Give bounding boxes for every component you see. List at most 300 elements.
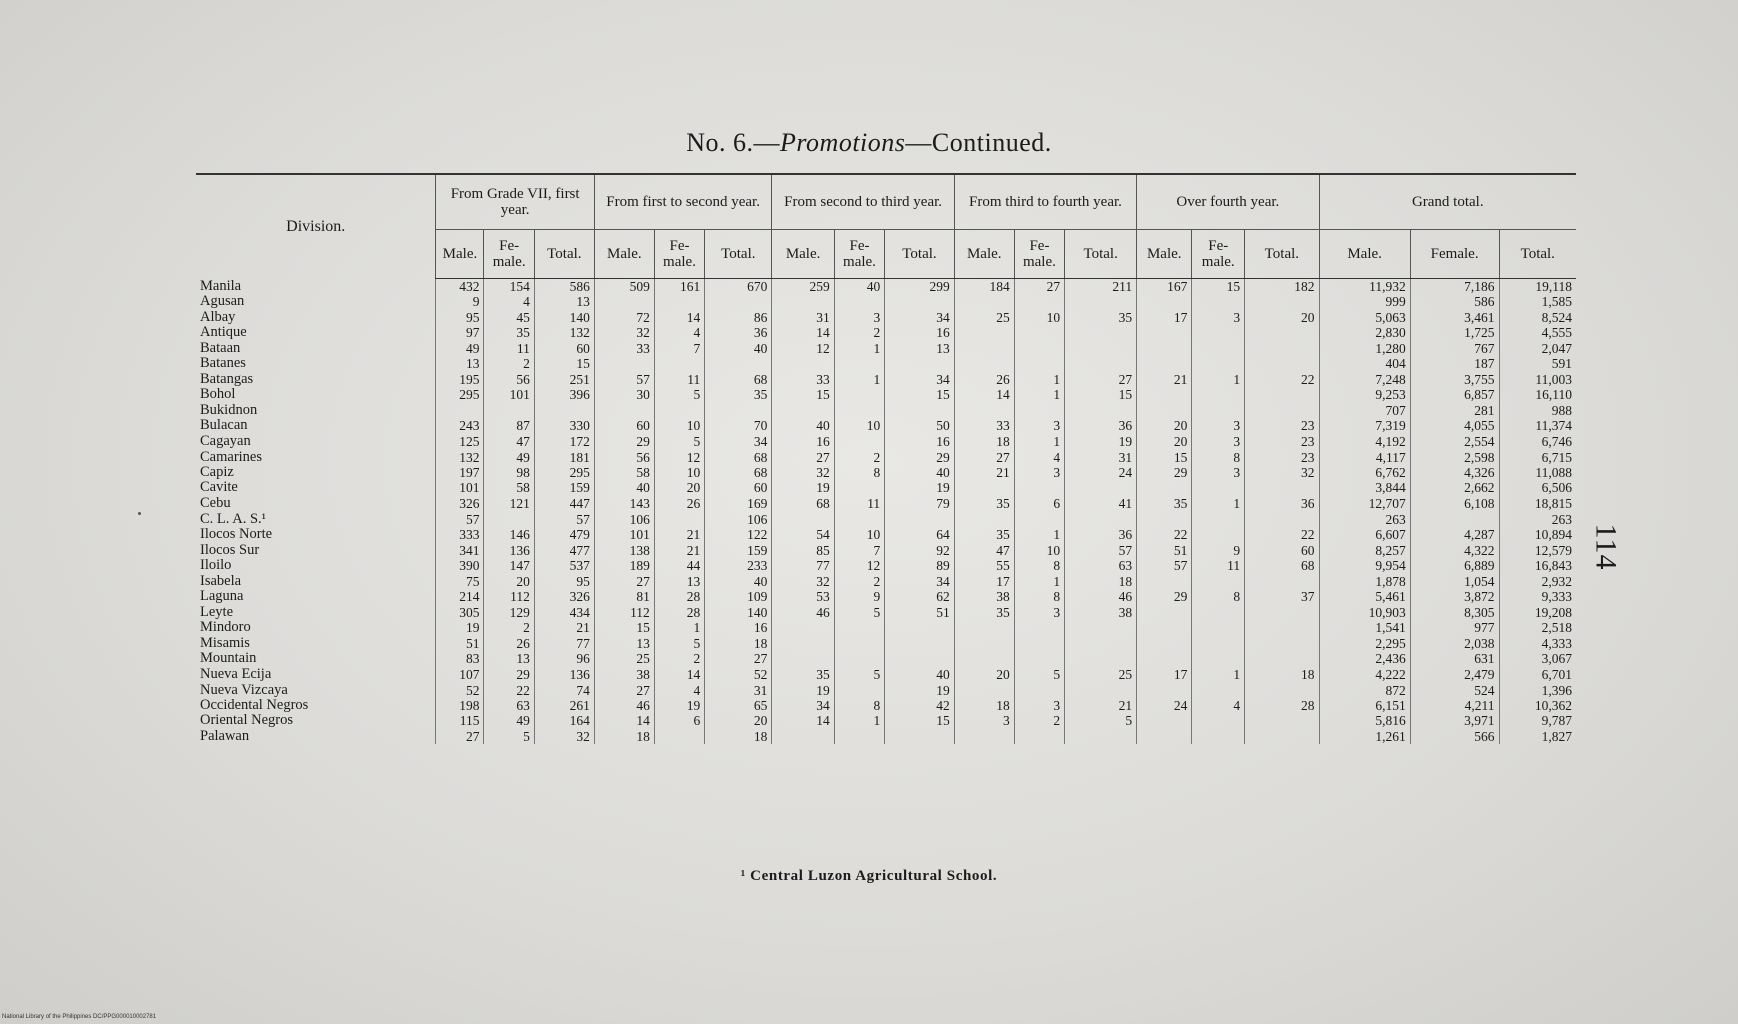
promotions-table (196, 173, 1576, 744)
table-cell: 10,894 (1499, 527, 1576, 542)
table-body (196, 279, 1576, 745)
table-cell: 12 (772, 341, 834, 356)
table-cell: 2,436 (1319, 651, 1410, 666)
table-cell (954, 683, 1014, 698)
table-cell: 140 (534, 310, 594, 325)
table-cell: 12,579 (1499, 543, 1576, 558)
division-name: Bukidnon (200, 402, 258, 418)
table-cell: 586 (1410, 294, 1499, 309)
table-cell: 23 (1245, 450, 1319, 465)
table-cell: 20 (654, 480, 704, 495)
table-cell: 1,280 (1319, 341, 1410, 356)
table-cell: 17 (1137, 667, 1192, 683)
table-cell (834, 683, 884, 698)
division-name: C. L. A. S.¹ (200, 511, 266, 527)
table-cell (1014, 511, 1064, 527)
division-name: Bohol (200, 387, 236, 403)
table-cell: 3 (834, 310, 884, 325)
table-cell (1137, 356, 1192, 372)
table-cell (1245, 325, 1319, 340)
table-cell: 3 (1192, 418, 1245, 433)
table-cell (1137, 605, 1192, 620)
title-prefix: No. 6.— (686, 128, 781, 157)
table-row (196, 465, 1576, 480)
table-cell: 251 (534, 372, 594, 387)
table-cell: 72 (594, 310, 654, 325)
table-cell: 77 (534, 636, 594, 651)
table-cell: 33 (954, 418, 1014, 433)
table-cell: 10 (654, 418, 704, 433)
table-cell: 138 (594, 543, 654, 558)
table-cell: 16 (705, 620, 772, 635)
table-cell: 12 (654, 450, 704, 465)
table-cell: 60 (705, 480, 772, 495)
table-cell: 3 (1014, 418, 1064, 433)
table-cell: 34 (705, 434, 772, 450)
table-cell: 92 (885, 543, 955, 558)
speck (138, 512, 141, 515)
table-row (196, 698, 1576, 713)
table-cell: 6,762 (1319, 465, 1410, 480)
table-cell: 16 (885, 325, 955, 340)
table-cell: 299 (885, 279, 955, 295)
table-cell: 7 (654, 341, 704, 356)
table-cell: 19 (654, 698, 704, 713)
table-cell: 263 (1499, 511, 1576, 527)
table-cell: 77 (772, 558, 834, 573)
division-name: Iloilo (200, 558, 232, 574)
table-cell: 1,396 (1499, 683, 1576, 698)
table-cell: 41 (1065, 496, 1137, 511)
table-cell: 24 (1065, 465, 1137, 480)
table-cell: 85 (772, 543, 834, 558)
division-name: Mountain (200, 651, 257, 667)
table-cell (1245, 636, 1319, 651)
table-cell: 68 (772, 496, 834, 511)
header-grand-female: Female. (1410, 230, 1499, 279)
table-cell: 524 (1410, 683, 1499, 698)
table-cell: 62 (885, 589, 955, 605)
table-cell (1192, 651, 1245, 666)
header-total: Total. (534, 230, 594, 279)
table-cell: 2,479 (1410, 667, 1499, 683)
table-cell (1245, 294, 1319, 309)
table-cell (1065, 620, 1137, 635)
table-cell: 11,003 (1499, 372, 1576, 387)
table-cell: 4,326 (1410, 465, 1499, 480)
table-cell (1192, 605, 1245, 620)
table-cell: 187 (1410, 356, 1499, 372)
table-row (196, 683, 1576, 698)
table-cell: 21 (1137, 372, 1192, 387)
table-cell: 18,815 (1499, 496, 1576, 511)
table-cell (1014, 480, 1064, 495)
table-cell (954, 356, 1014, 372)
table-cell (1245, 403, 1319, 418)
table-cell: 106 (705, 511, 772, 527)
table-cell: 2,598 (1410, 450, 1499, 465)
table-cell: 35 (1137, 496, 1192, 511)
table-cell: 112 (594, 605, 654, 620)
table-cell: 35 (954, 496, 1014, 511)
table-cell (1065, 511, 1137, 527)
table-cell: 3,844 (1319, 480, 1410, 495)
table-cell: 21 (654, 527, 704, 542)
table-cell (1014, 356, 1064, 372)
table-cell: 159 (534, 480, 594, 495)
table-cell: 27 (1014, 279, 1064, 295)
division-name: Bataan (200, 340, 241, 356)
table-cell: 33 (594, 341, 654, 356)
table-cell (1065, 636, 1137, 651)
table-cell (1137, 651, 1192, 666)
table-cell: 16 (885, 434, 955, 450)
table-cell: 40 (772, 418, 834, 433)
header-male: Male. (1137, 230, 1192, 279)
table-cell: 2,932 (1499, 574, 1576, 589)
table-cell (772, 620, 834, 635)
table-cell: 16,843 (1499, 558, 1576, 573)
table-cell: 132 (534, 325, 594, 340)
table-cell: 57 (1137, 558, 1192, 573)
table-cell (954, 636, 1014, 651)
table-row (196, 356, 1576, 372)
division-name: Ilocos Norte (200, 527, 273, 543)
table-cell: 6,506 (1499, 480, 1576, 495)
table-cell (1014, 636, 1064, 651)
table-cell (1192, 683, 1245, 698)
table-cell (1065, 651, 1137, 666)
table-cell (834, 511, 884, 527)
table-cell: 3 (1192, 310, 1245, 325)
table-cell: 326 (534, 589, 594, 605)
table-row (196, 511, 1576, 527)
table-cell (1245, 713, 1319, 728)
table-cell: 3 (1014, 698, 1064, 713)
table-cell: 24 (1137, 698, 1192, 713)
table-cell: 36 (1065, 527, 1137, 542)
table-row (196, 279, 1576, 295)
table-row (196, 589, 1576, 605)
table-row (196, 543, 1576, 558)
table-cell: 21 (654, 543, 704, 558)
table-cell: 11,932 (1319, 279, 1410, 295)
table-cell: 5 (654, 387, 704, 402)
table-cell: 12,707 (1319, 496, 1410, 511)
table-cell: 305 (436, 605, 484, 620)
table-cell: 15 (594, 620, 654, 635)
table-cell (1065, 403, 1137, 418)
table-cell: 56 (484, 372, 534, 387)
table-cell (772, 729, 834, 744)
table-cell: 8 (834, 698, 884, 713)
table-cell: 34 (885, 372, 955, 387)
table-cell: 19 (772, 480, 834, 495)
table-cell: 2,662 (1410, 480, 1499, 495)
table-cell: 6,701 (1499, 667, 1576, 683)
table-row (196, 558, 1576, 573)
table-cell (834, 294, 884, 309)
table-cell (1137, 620, 1192, 635)
table-cell: 18 (954, 698, 1014, 713)
table-row (196, 310, 1576, 325)
table-cell: 96 (534, 651, 594, 666)
table-cell (1014, 683, 1064, 698)
table-cell: 4,555 (1499, 325, 1576, 340)
table-cell (484, 511, 534, 527)
table-cell (954, 294, 1014, 309)
table-cell: 6,889 (1410, 558, 1499, 573)
promotions-table-wrap (196, 173, 1576, 744)
table-cell: 15 (1065, 387, 1137, 402)
table-cell: 9,333 (1499, 589, 1576, 605)
table-cell: 1 (1014, 527, 1064, 542)
header-group-first-second: From first to second year. (594, 174, 772, 230)
table-cell: 3 (1014, 465, 1064, 480)
table-cell: 23 (1245, 434, 1319, 450)
division-name: Palawan (200, 728, 250, 744)
table-cell: 182 (1245, 279, 1319, 295)
table-cell: 233 (705, 558, 772, 573)
table-cell: 32 (594, 325, 654, 340)
table-cell: 33 (772, 372, 834, 387)
table-cell (1192, 527, 1245, 542)
table-cell: 4,287 (1410, 527, 1499, 542)
table-cell: 13 (436, 356, 484, 372)
table-cell: 214 (436, 589, 484, 605)
table-cell: 181 (534, 450, 594, 465)
table-cell: 5 (1065, 713, 1137, 728)
table-cell: 404 (1319, 356, 1410, 372)
table-cell (705, 356, 772, 372)
table-cell: 161 (654, 279, 704, 295)
division-name: Cagayan (200, 433, 251, 449)
table-cell (1137, 729, 1192, 744)
table-cell: 16,110 (1499, 387, 1576, 402)
division-name: Bulacan (200, 418, 248, 434)
table-cell: 3 (1192, 465, 1245, 480)
table-row (196, 434, 1576, 450)
table-cell: 57 (1065, 543, 1137, 558)
table-cell (1137, 574, 1192, 589)
table-cell: 7,248 (1319, 372, 1410, 387)
table-row (196, 574, 1576, 589)
table-cell: 32 (534, 729, 594, 744)
table-cell: 17 (1137, 310, 1192, 325)
header-total: Total. (885, 230, 955, 279)
table-cell (834, 356, 884, 372)
table-cell (1192, 636, 1245, 651)
table-cell (1137, 294, 1192, 309)
header-female: Fe- male. (1014, 230, 1064, 279)
division-name: Occidental Negros (200, 697, 309, 713)
table-cell: 281 (1410, 403, 1499, 418)
table-cell (594, 356, 654, 372)
table-cell: 243 (436, 418, 484, 433)
table-cell: 20 (954, 667, 1014, 683)
table-cell: 86 (705, 310, 772, 325)
table-cell (1192, 574, 1245, 589)
table-row (196, 450, 1576, 465)
table-cell: 50 (885, 418, 955, 433)
table-cell: 1 (834, 341, 884, 356)
table-cell: 26 (654, 496, 704, 511)
table-cell: 2 (834, 450, 884, 465)
table-cell: 143 (594, 496, 654, 511)
table-cell: 36 (1245, 496, 1319, 511)
table-cell: 434 (534, 605, 594, 620)
table-cell: 44 (654, 558, 704, 573)
table-cell: 81 (594, 589, 654, 605)
table-cell: 57 (436, 511, 484, 527)
table-cell: 29 (885, 450, 955, 465)
table-cell: 31 (705, 683, 772, 698)
table-cell: 1,541 (1319, 620, 1410, 635)
table-cell: 68 (705, 465, 772, 480)
division-name: Cebu (200, 495, 231, 511)
table-cell: 52 (436, 683, 484, 698)
division-name: Camarines (200, 449, 263, 465)
table-cell: 197 (436, 465, 484, 480)
table-cell: 11,088 (1499, 465, 1576, 480)
table-cell: 10 (1014, 310, 1064, 325)
table-cell: 1 (1192, 372, 1245, 387)
table-cell: 68 (1245, 558, 1319, 573)
table-cell: 47 (954, 543, 1014, 558)
header-female: Fe- male. (1192, 230, 1245, 279)
table-row (196, 294, 1576, 309)
table-cell (1065, 356, 1137, 372)
table-cell (1245, 480, 1319, 495)
table-cell: 32 (772, 574, 834, 589)
table-cell (1137, 636, 1192, 651)
table-cell: 15 (534, 356, 594, 372)
table-cell: 8,257 (1319, 543, 1410, 558)
table-cell: 27 (594, 683, 654, 698)
table-cell: 13 (534, 294, 594, 309)
table-cell (954, 325, 1014, 340)
table-cell (484, 403, 534, 418)
table-cell: 40 (834, 279, 884, 295)
table-cell (1245, 511, 1319, 527)
table-cell: 16 (772, 434, 834, 450)
table-cell: 586 (534, 279, 594, 295)
table-cell: 6,151 (1319, 698, 1410, 713)
table-cell (654, 294, 704, 309)
table-cell (1137, 341, 1192, 356)
table-cell: 63 (484, 698, 534, 713)
table-cell: 13 (885, 341, 955, 356)
table-cell: 14 (772, 325, 834, 340)
table-cell (834, 434, 884, 450)
table-cell (654, 356, 704, 372)
table-cell: 129 (484, 605, 534, 620)
table-cell: 49 (484, 713, 534, 728)
table-cell: 17 (954, 574, 1014, 589)
table-cell: 2 (834, 325, 884, 340)
table-cell: 8,524 (1499, 310, 1576, 325)
table-cell: 35 (484, 325, 534, 340)
table-cell: 3 (1014, 605, 1064, 620)
table-cell: 15 (772, 387, 834, 402)
table-cell: 767 (1410, 341, 1499, 356)
table-cell: 35 (1065, 310, 1137, 325)
table-cell: 46 (772, 605, 834, 620)
division-name: Oriental Negros (200, 713, 294, 729)
table-cell: 40 (705, 574, 772, 589)
table-cell: 64 (885, 527, 955, 542)
table-cell: 14 (954, 387, 1014, 402)
table-cell: 1,261 (1319, 729, 1410, 744)
table-cell (1192, 294, 1245, 309)
table-cell: 6 (1014, 496, 1064, 511)
table-cell: 2 (654, 651, 704, 666)
table-cell: 57 (534, 511, 594, 527)
table-cell (1192, 325, 1245, 340)
table-cell: 60 (534, 341, 594, 356)
division-name: Capiz (200, 465, 234, 481)
table-cell: 27 (772, 450, 834, 465)
header-female: Fe- male. (654, 230, 704, 279)
table-cell: 1 (1192, 667, 1245, 683)
table-cell (705, 294, 772, 309)
table-cell: 60 (594, 418, 654, 433)
table-cell: 9 (834, 589, 884, 605)
table-cell: 22 (484, 683, 534, 698)
table-cell: 121 (484, 496, 534, 511)
table-cell: 9,787 (1499, 713, 1576, 728)
table-cell: 4 (654, 325, 704, 340)
table-cell: 988 (1499, 403, 1576, 418)
table-cell: 19 (885, 683, 955, 698)
table-cell (1192, 387, 1245, 402)
table-cell: 15 (1192, 279, 1245, 295)
table-cell: 172 (534, 434, 594, 450)
table-cell: 29 (1137, 465, 1192, 480)
table-cell: 195 (436, 372, 484, 387)
table-cell: 147 (484, 558, 534, 573)
table-cell: 11 (1192, 558, 1245, 573)
table-cell: 4,333 (1499, 636, 1576, 651)
table-cell: 1 (1014, 387, 1064, 402)
table-cell: 101 (436, 480, 484, 495)
table-cell (885, 511, 955, 527)
table-cell (1192, 403, 1245, 418)
table-cell: 11 (834, 496, 884, 511)
table-cell: 10,362 (1499, 698, 1576, 713)
table-cell: 6 (654, 713, 704, 728)
table-cell (772, 294, 834, 309)
table-cell: 20 (705, 713, 772, 728)
table-cell (1014, 651, 1064, 666)
table-cell: 333 (436, 527, 484, 542)
table-cell (834, 620, 884, 635)
table-cell: 18 (1245, 667, 1319, 683)
table-cell: 25 (954, 310, 1014, 325)
table-cell (1065, 294, 1137, 309)
table-cell: 5 (834, 667, 884, 683)
table-cell: 189 (594, 558, 654, 573)
table-cell: 27 (705, 651, 772, 666)
table-cell: 3,971 (1410, 713, 1499, 728)
table-cell: 396 (534, 387, 594, 402)
table-cell: 19 (436, 620, 484, 635)
table-cell: 167 (1137, 279, 1192, 295)
division-name: Batanes (200, 356, 246, 372)
table-cell: 87 (484, 418, 534, 433)
table-cell: 15 (885, 387, 955, 402)
table-row (196, 605, 1576, 620)
